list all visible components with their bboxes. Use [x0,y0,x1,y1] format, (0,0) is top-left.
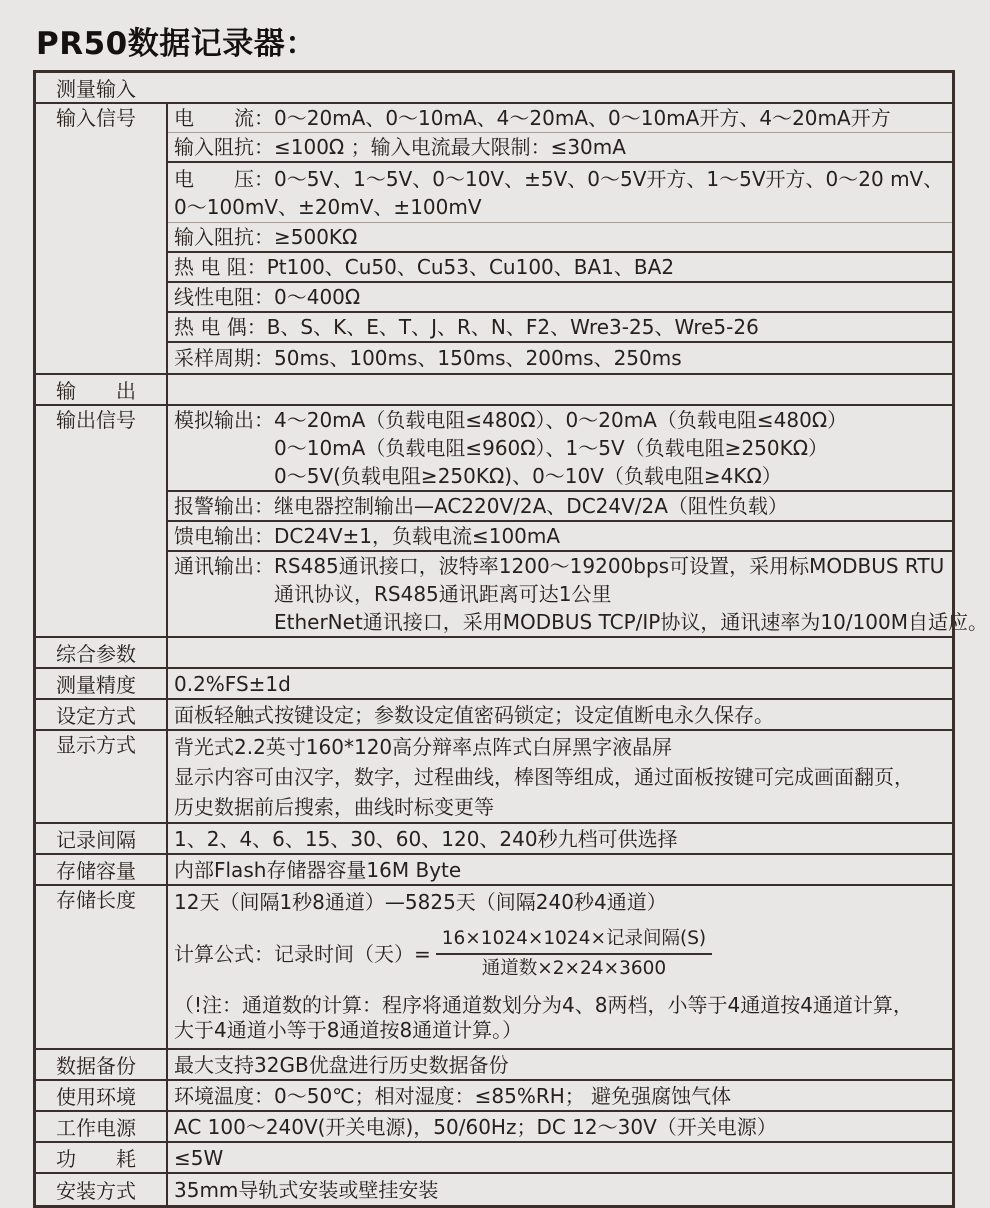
spec-value-line: 0～100mV、±20mV、±100mV [174,194,482,219]
spec-value-line: 环境温度：0～50℃；相对湿度：≤85%RH； 避免强腐蚀气体 [174,1083,732,1108]
formula-fraction [436,928,712,980]
row-power-supply [36,1112,952,1143]
spec-value-line: 0～10mA（负载电阻≤960Ω）、1～5V（负载电阻≥250KΩ） [274,436,829,460]
subrow-linear-resistance [168,283,952,313]
spec-value-line: EtherNet通讯接口，采用MODBUS TCP/IP协议，通讯速率为10/100M自适应。 [274,610,988,634]
storage-formula [174,928,944,980]
spec-value-line: 1、2、4、6、15、30、60、120、240秒九档可供选择 [174,826,678,851]
storage-note [174,993,944,1043]
section-label: 综合参数 [36,638,168,667]
row-display-method [36,731,952,824]
row-output-signal [36,406,988,638]
spec-value [168,669,952,698]
section-label: 测量输入 [56,77,136,101]
spec-value [168,1081,952,1110]
formula-numerator: 16×1024×1024×记录间隔(S) [436,928,712,955]
spec-table [33,70,988,1208]
spec-value-line: 电 压：0～5V、1～5V、0～10V、±5V、0～5V开方、1～5V开方、0～20 mV、 [174,166,944,191]
formula-denominator: 通道数×2×24×3600 [481,958,667,979]
page-title: PR50数据记录器： [36,26,317,62]
spec-value [168,731,952,822]
row-label: 存储容量 [36,855,168,884]
spec-value [168,824,952,853]
subrow-voltage [168,163,952,223]
row-storage-capacity [36,855,952,886]
row-general-params-section [36,638,952,669]
spec-value [168,1112,952,1141]
spec-value-line: 电 流：0～20mA、0～10mA、4～20mA、0～10mA开方、4～20mA开方 [174,106,891,130]
row-label: 显示方式 [36,731,168,822]
row-label: 测量精度 [36,669,168,698]
spec-value-line: ≤5W [174,1145,224,1170]
row-label: 记录间隔 [36,824,168,853]
row-output-section [36,375,952,406]
row-label: 存储长度 [36,886,168,1048]
storage-range-line: 12天（间隔1秒8通道）—5825天（间隔240秒4通道） [174,890,667,914]
spec-value-line: 热 电 阻：Pt100、Cu50、Cu53、Cu100、BA1、BA2 [174,255,675,279]
section-label: 输 出 [36,375,168,404]
spec-value-line: 0～5V(负载电阻≥250KΩ)、0～10V（负载电阻≥4KΩ） [274,464,782,488]
subrow-comm-output [168,552,988,636]
row-environment [36,1081,952,1112]
spec-value-line: 线性电阻：0～400Ω [174,285,361,309]
row-mounting [36,1174,952,1205]
subrow-current [168,104,952,133]
spec-value-line: 通讯输出：RS485通讯接口，波特率1200～19200bps可设置，采用标MODBUS RTU [174,554,945,578]
spec-value-line: 历史数据前后搜索，曲线时标变更等 [174,795,494,819]
spec-value-line: 35mm导轨式安装或壁挂安装 [174,1177,439,1202]
row-storage-length [36,886,952,1050]
row-data-backup [36,1050,952,1081]
spec-value [168,1143,952,1172]
subrow-alarm-output [168,492,952,522]
empty-cell [168,638,952,667]
row-record-interval [36,824,952,855]
spec-value-line: 馈电输出：DC24V±1，负载电流≤100mA [174,524,561,548]
row-setting-method [36,700,952,731]
row-label: 输入信号 [36,104,168,373]
spec-value-line: 背光式2.2英寸160*120高分辩率点阵式白屏黑字液晶屏 [174,735,673,759]
subrow-feed-output [168,522,952,552]
row-label: 安装方式 [36,1174,168,1205]
row-power-consumption [36,1143,952,1174]
row-label: 使用环境 [36,1081,168,1110]
empty-cell [168,375,952,404]
spec-value-line: 热 电 偶：B、S、K、E、T、J、R、N、F2、Wre3-25、Wre5-26 [174,315,759,339]
subrow-sampling-period [168,343,952,373]
subrow-current-impedance [168,133,952,163]
row-label: 设定方式 [36,700,168,729]
row-measure-input-section [36,73,952,104]
spec-value-line: 0.2%FS±1d [174,671,291,696]
row-label: 功 耗 [36,1143,168,1172]
spec-value-line: （!注：通道数的计算：程序将通道数划分为4、8两档，小等于4通道按4通道计算， [174,993,913,1017]
spec-value [168,855,952,884]
row-accuracy [36,669,952,700]
output-signal-subrows [168,406,988,636]
spec-value [168,886,952,1048]
subrow-voltage-impedance [168,223,952,253]
spec-value-line: 显示内容可由汉字，数字，过程曲线，棒图等组成，通过面板按键可完成画面翻页， [174,765,914,789]
spec-value-line: 输入阻抗：≤100Ω ；输入电流最大限制：≤30mA [174,135,626,159]
spec-value-line: 面板轻触式按键设定；参数设定值密码锁定；设定值断电永久保存。 [174,702,774,727]
spec-value-line: 模拟输出：4～20mA（负载电阻≤480Ω）、0～20mA（负载电阻≤480Ω） [174,408,848,432]
formula-prefix: 计算公式：记录时间（天）= [174,942,431,966]
input-signal-subrows [168,104,952,373]
spec-value-line: 采样周期：50ms、100ms、150ms、200ms、250ms [174,346,682,370]
spec-value [168,1174,952,1205]
row-label: 工作电源 [36,1112,168,1141]
spec-value-line: AC 100～240V(开关电源)，50/60Hz；DC 12～30V（开关电源） [174,1114,777,1139]
spec-value [168,1050,952,1079]
row-label: 数据备份 [36,1050,168,1079]
spec-value [168,700,952,729]
subrow-analog-output [168,406,952,492]
spec-value-line: 输入阻抗：≥500KΩ [174,225,358,249]
row-label: 输出信号 [36,406,168,636]
spec-value-line: 报警输出：继电器控制输出—AC220V/2A、DC24V/2A（阻性负载） [174,494,788,518]
row-input-signal [36,104,952,375]
spec-value-line: 内部Flash存储器容量16M Byte [174,857,462,882]
spec-value-line: 通讯协议，RS485通讯距离可达1公里 [274,582,612,606]
subrow-rtd [168,253,952,283]
spec-value-line: 大于4通道小等于8通道按8通道计算。） [174,1018,523,1042]
subrow-thermocouple [168,313,952,343]
spec-value-line: 最大支持32GB优盘进行历史数据备份 [174,1052,509,1077]
